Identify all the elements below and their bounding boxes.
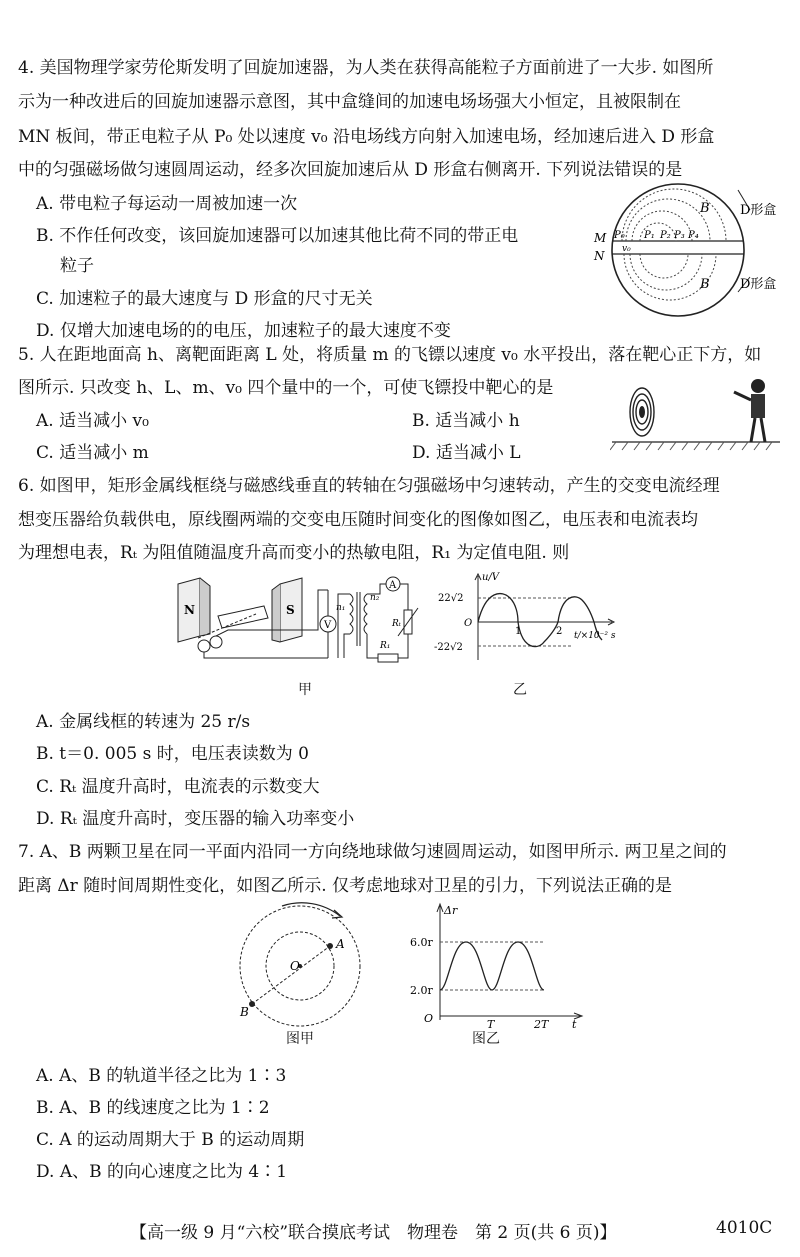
distance-graph (408, 900, 588, 1030)
generator-transformer-figure (168, 574, 428, 674)
fig6-y-axis: u/V (482, 572, 500, 583)
fig7-y-axis: Δr (444, 904, 458, 917)
q6-option-b: B. t＝0. 005 s 时，电压表读数为 0 (36, 744, 309, 764)
fig4-p3: P₃ (674, 230, 685, 241)
q4-line-4: 中的匀强磁场做匀速圆周运动，经多次回旋加速后从 D 形盒右侧离开. 下列说法错误的是 (18, 160, 683, 180)
fig4-m: M (594, 231, 607, 245)
fig6-caption-yi: 乙 (513, 682, 527, 698)
fig7-t1: T (487, 1018, 495, 1030)
fig4-v0: v₀ (622, 244, 631, 254)
fig7-x-axis: t (572, 1018, 577, 1030)
fig6-caption-jia: 甲 (298, 682, 312, 698)
dart-target-figure (610, 372, 785, 452)
q4-line-3: MN 板间，带正电粒子从 P₀ 处以速度 v₀ 沿电场线方向射入加速电场，经加速后进入 D 形盒 (18, 127, 715, 147)
fig6-voltmeter: V (324, 620, 332, 631)
q7-option-d: D. A、B 的向心速度之比为 4∶1 (36, 1162, 288, 1182)
q6-line-3: 为理想电表，Rₜ 为阻值随温度升高而变小的热敏电阻，R₁ 为定值电阻. 则 (18, 543, 570, 563)
fig4-p4: P₄ (688, 230, 699, 241)
exam-code: 4010C (716, 1218, 773, 1238)
fig6-tick-2: 2 (556, 626, 563, 637)
fig7-y-low: 2.0r (410, 984, 433, 997)
q7-option-a: A. A、B 的轨道半径之比为 1∶3 (36, 1066, 287, 1086)
fig7-caption-jia: 图甲 (286, 1031, 314, 1047)
page-footer: 【高一级 9 月“六校”联合摸底考试 物理卷 第 2 页(共 6 页)】 (130, 1223, 617, 1243)
fig6-tick-1: 1 (515, 626, 522, 637)
q4-line-1: 4. 美国物理学家劳伦斯发明了回旋加速器，为人类在获得高能粒子方面前进了一大步. 如图所 (18, 58, 714, 78)
q6-option-a: A. 金属线框的转速为 25 r/s (36, 712, 251, 732)
fig7-a: A (336, 937, 345, 951)
q4-option-d: D. 仅增大加速电场的的电压，加速粒子的最大速度不变 (36, 321, 451, 341)
cyclotron-figure (580, 180, 790, 320)
fig6-n-pole: N (184, 603, 195, 617)
fig6-y-min: -22√2 (434, 642, 463, 653)
fig4-p1: P₁ (644, 230, 655, 241)
fig7-origin: O (424, 1012, 434, 1025)
fig7-y-high: 6.0r (410, 936, 433, 949)
q5-option-c: C. 适当减小 m (36, 443, 149, 463)
q7-line-2: 距离 Δr 随时间周期性变化，如图乙所示. 仅考虑地球对卫星的引力，下列说法正确的是 (18, 876, 673, 896)
q5-option-d: D. 适当减小 L (412, 443, 521, 463)
q5-option-b: B. 适当减小 h (412, 411, 520, 431)
fig4-n: N (594, 249, 605, 263)
fig7-t2: 2T (534, 1018, 549, 1030)
fig4-b-top: B (700, 201, 710, 216)
fig4-d-box-bottom: D形盒 (740, 277, 777, 292)
q5-option-a: A. 适当减小 v₀ (36, 411, 149, 431)
q4-option-c: C. 加速粒子的最大速度与 D 形盒的尺寸无关 (36, 289, 373, 309)
q7-line-1: 7. A、B 两颗卫星在同一平面内沿同一方向绕地球做匀速圆周运动，如图甲所示. 两卫星之间的 (18, 842, 727, 862)
fig7-caption-yi: 图乙 (472, 1031, 500, 1047)
fig4-p2: P₂ (660, 230, 671, 241)
fig6-n2: n₂ (370, 593, 380, 603)
q7-option-c: C. A 的运动周期大于 B 的运动周期 (36, 1130, 305, 1150)
fig7-b: B (240, 1005, 249, 1019)
orbit-figure (232, 898, 372, 1028)
fig7-o: O (290, 959, 300, 973)
q4-line-2: 示为一种改进后的回旋加速器示意图，其中盒缝间的加速电场场强大小恒定，且被限制在 (18, 92, 681, 112)
fig6-s-pole: S (286, 603, 295, 617)
q4-option-b-cont: 粒子 (60, 256, 94, 276)
q6-line-1: 6. 如图甲，矩形金属线框绕与磁感线垂直的转轴在匀强磁场中匀速转动，产生的交变电流经理 (18, 476, 720, 496)
fig6-n1: n₁ (336, 603, 346, 613)
q4-option-a: A. 带电粒子每运动一周被加速一次 (36, 194, 298, 214)
fig4-p0: P₀ (614, 230, 625, 241)
fig6-r1: R₁ (380, 641, 391, 651)
q6-option-c: C. Rₜ 温度升高时，电流表的示数变大 (36, 777, 320, 797)
fig4-d-box-top: D形盒 (740, 203, 777, 218)
q7-option-b: B. A、B 的线速度之比为 1∶2 (36, 1098, 270, 1118)
q4-option-b: B. 不作任何改变，该回旋加速器可以加速其他比荷不同的带正电 (36, 226, 519, 246)
q6-line-2: 想变压器给负载供电，原线圈两端的交变电压随时间变化的图像如图乙，电压表和电流表均 (18, 510, 698, 530)
fig6-rt: Rₜ (392, 619, 401, 629)
fig6-ammeter: A (389, 580, 397, 591)
fig6-x-axis: t/×10⁻² s (574, 631, 616, 641)
fig6-origin: O (464, 618, 473, 629)
fig4-b-bottom: B (700, 277, 710, 292)
q5-line-1: 5. 人在距地面高 h、离靶面距离 L 处，将质量 m 的飞镖以速度 v₀ 水平投出，落在靶心正下方，如 (18, 345, 762, 365)
fig6-y-max: 22√2 (438, 593, 464, 604)
voltage-graph (432, 570, 642, 665)
q5-line-2: 图所示. 只改变 h、L、m、v₀ 四个量中的一个，可使飞镖投中靶心的是 (18, 378, 554, 398)
q6-option-d: D. Rₜ 温度升高时，变压器的输入功率变小 (36, 809, 355, 829)
